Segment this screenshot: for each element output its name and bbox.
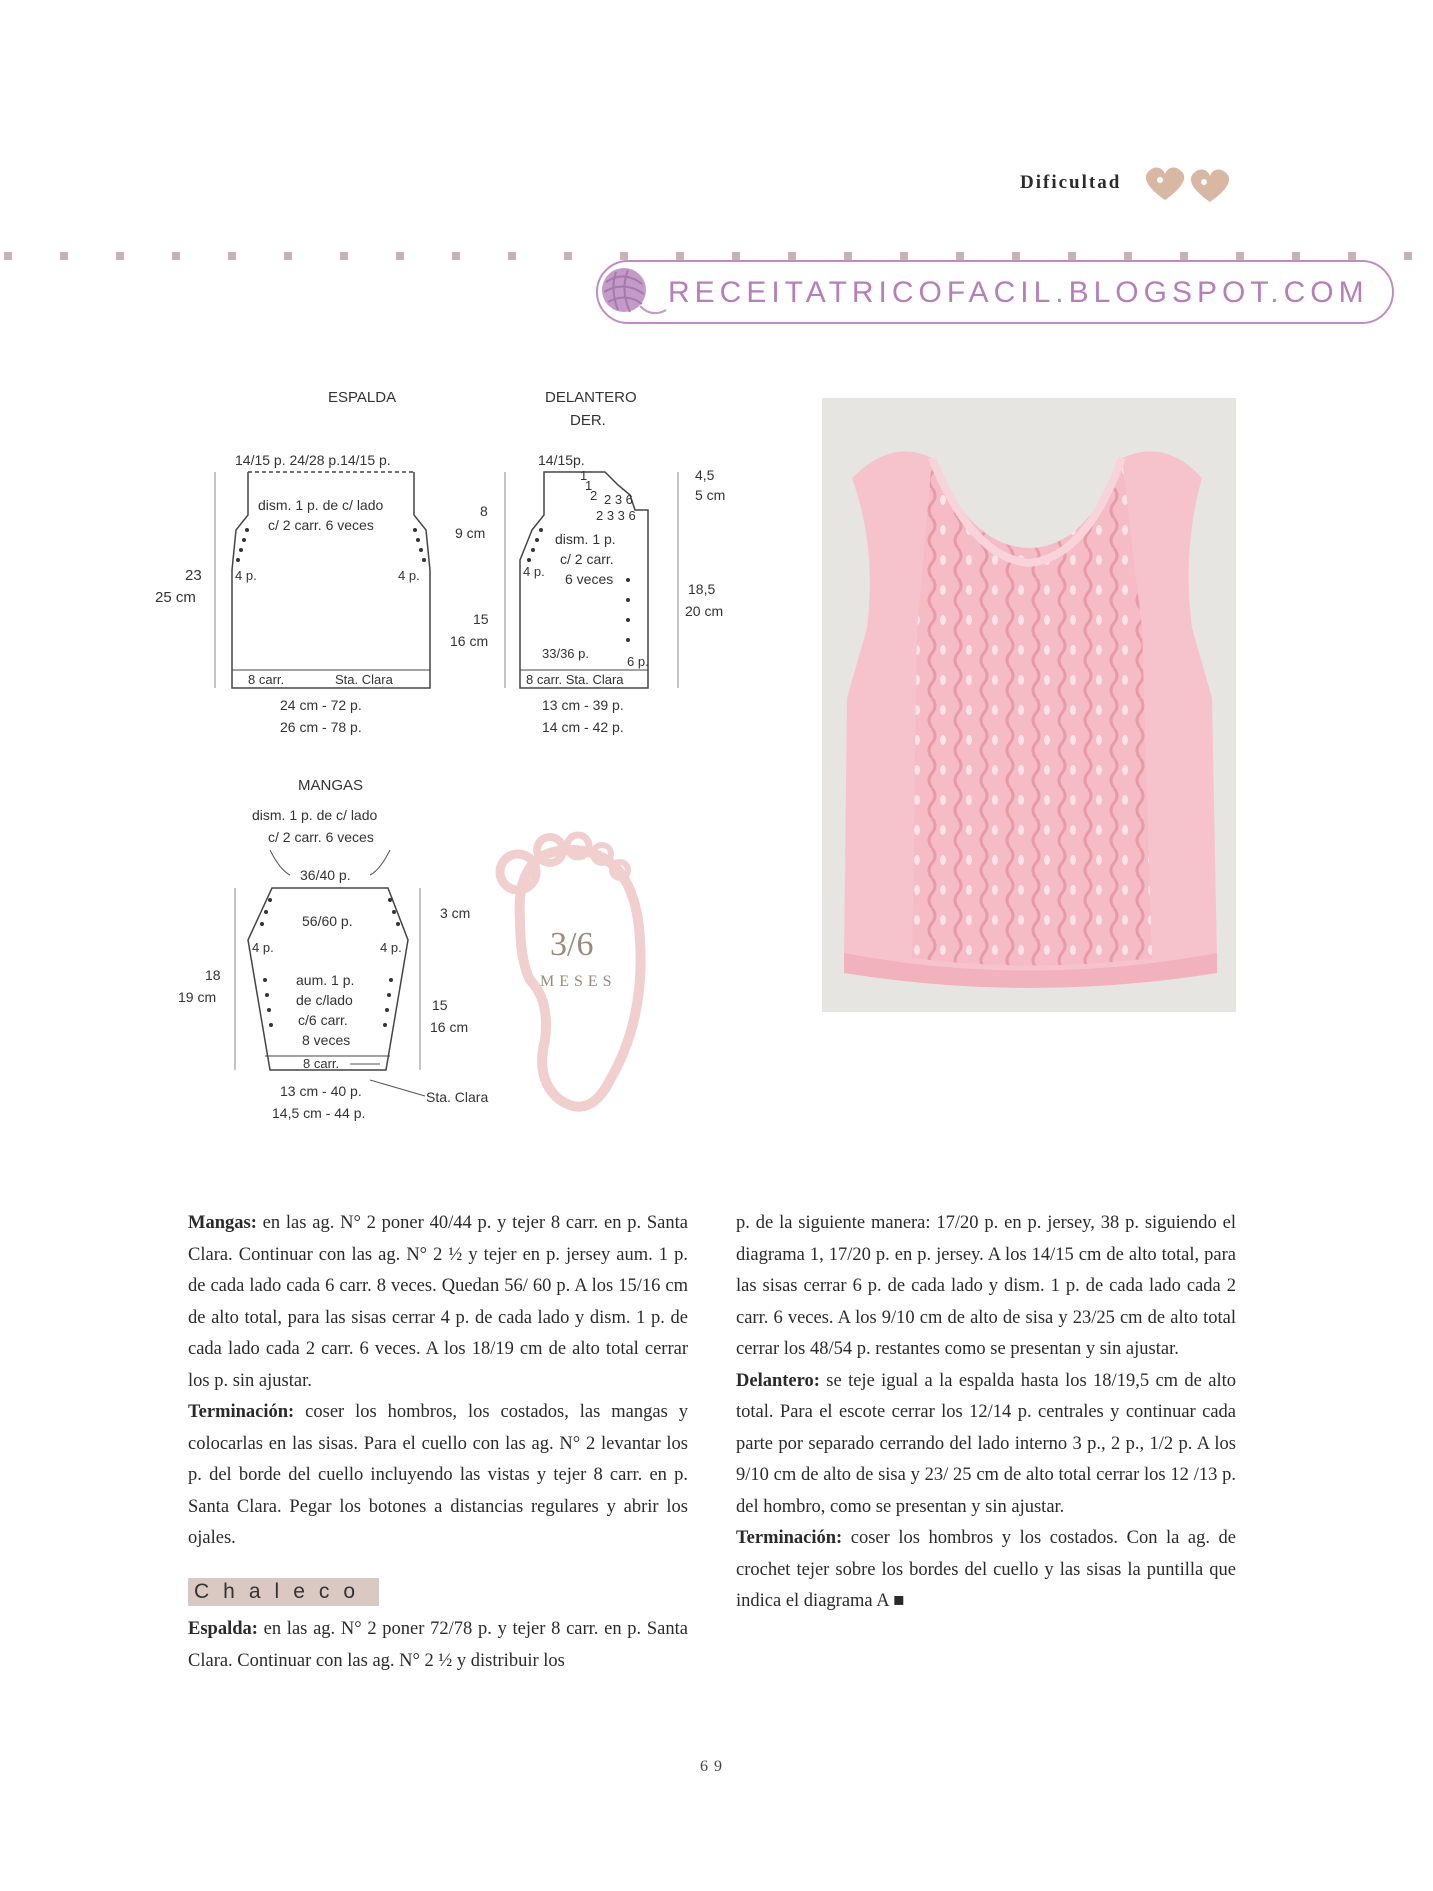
mangas-border: 8 carr.	[303, 1056, 340, 1071]
mangas-inc-1: aum. 1 p.	[296, 972, 355, 988]
mangas-mid: 56/60 p.	[302, 913, 353, 929]
size-badge	[500, 835, 641, 1107]
espalda-border-right: Sta. Clara	[335, 672, 393, 687]
delantero-note-3: 6 veces	[565, 571, 614, 587]
delantero-right-h1: 18,5	[688, 581, 716, 597]
difficulty-label: Dificultad	[1020, 172, 1122, 193]
delantero-side-pts: 6 p.	[627, 654, 649, 669]
espalda-title: ESPALDA	[328, 389, 397, 406]
yarn-ball-icon	[596, 262, 668, 322]
espalda-note-2: c/ 2 carr. 6 veces	[268, 517, 374, 533]
pattern-diagrams	[140, 380, 820, 1140]
espalda-instructions: en las ag. N° 2 poner 72/78 p. y tejer 8 carr. en p. Santa Clara. Continuar con las ag. N° 2 ½ y distribuir los	[188, 1619, 688, 1671]
terminacion-instructions: coser los hombros, los costados, las mangas y colocarlas en las sisas. Para el cuello con las ag. N° 2 levantar los p. del borde del cuello incluyendo las vistas y tejer 8 carr. en p. Santa Clara. Pegar los botones a distancias regulares y abrir los ojales.	[188, 1402, 688, 1548]
delantero-width-1: 13 cm - 39 p.	[542, 697, 624, 713]
delantero-pts-bottom: 33/36 p.	[542, 646, 589, 661]
mangas-heading: Mangas:	[188, 1213, 257, 1233]
espalda-top-label: 14/15 p. 24/28 p.14/15 p.	[235, 452, 391, 468]
delantero-neck-5: 2 3 3 6	[596, 508, 636, 523]
difficulty-hearts-icon	[1140, 160, 1240, 208]
delantero-right-h2: 20 cm	[685, 603, 724, 619]
mangas-inc-3: c/6 carr.	[298, 1012, 348, 1028]
delantero-neck-3: 2	[590, 488, 598, 503]
mangas-note-1: dism. 1 p. de c/ lado	[252, 807, 378, 823]
terminacion-heading-2: Terminación:	[736, 1528, 843, 1548]
mangas-diagram	[178, 777, 488, 1121]
espalda-right-pts: 4 p.	[398, 568, 420, 583]
mangas-border-stitch: Sta. Clara	[426, 1089, 489, 1105]
mangas-height-1: 18	[205, 967, 221, 983]
delantero-top-h1: 4,5	[695, 467, 715, 483]
espalda-note-1: dism. 1 p. de c/ lado	[258, 497, 384, 513]
terminacion-instructions-2: coser los hombros y los costados. Con la ag. de crochet tejer sobre los bordes del cuello y las sisas la puntilla que indica el diagrama A ■	[736, 1528, 1236, 1611]
espalda-heading: Espalda:	[188, 1619, 258, 1639]
instructions-left-column	[188, 1208, 688, 1555]
mangas-cap-h: 3 cm	[440, 905, 471, 921]
mangas-left-pts: 4 p.	[252, 940, 274, 955]
section-title-chaleco: Chaleco	[188, 1578, 379, 1606]
delantero-neck-1: 1	[580, 468, 588, 483]
espalda-width-2: 26 cm - 78 p.	[280, 719, 362, 735]
blog-url[interactable]: RECEITATRICOFACIL.BLOGSPOT.COM	[668, 276, 1369, 309]
delantero-width-2: 14 cm - 42 p.	[542, 719, 624, 735]
mangas-top: 36/40 p.	[300, 867, 351, 883]
delantero-title-1: DELANTERO	[545, 389, 637, 406]
delantero-note-2: c/ 2 carr.	[560, 551, 614, 567]
mangas-note-2: c/ 2 carr. 6 veces	[268, 829, 374, 845]
delantero-neck-4: 2 3 6	[604, 492, 633, 507]
delantero-diagram	[450, 389, 725, 735]
mangas-body-h1: 15	[432, 997, 448, 1013]
delantero-border: 8 carr. Sta. Clara	[526, 672, 624, 687]
mangas-body-h2: 16 cm	[430, 1019, 469, 1035]
delantero-instructions: se teje igual a la espalda hasta los 18/19,5 cm de alto total. Para el escote cerrar los 12/14 p. centrales y continuar cada parte por separado cerrando del lado interno 3 p., 2 p., 1/2 p. A los 9/10 cm de alto de sisa y 23/ 25 cm de alto total cerrar los 12 /13 p. del hombro, como se presentan y sin ajustar.	[736, 1370, 1236, 1517]
espalda-border-left: 8 carr.	[248, 672, 285, 687]
mangas-inc-2: de c/lado	[296, 992, 353, 1008]
espalda-height-2: 25 cm	[155, 589, 196, 606]
size-badge-unit: MESES	[540, 973, 617, 990]
mangas-width-1: 13 cm - 40 p.	[280, 1083, 362, 1099]
delantero-title-2: DER.	[570, 412, 606, 429]
instructions-left-column-2	[188, 1614, 688, 1677]
espalda-left-pts: 4 p.	[235, 568, 257, 583]
page-number: 69	[700, 1758, 728, 1775]
mangas-height-2: 19 cm	[178, 989, 217, 1005]
mangas-instructions: en las ag. N° 2 poner 40/44 p. y tejer 8 carr. en p. Santa Clara. Continuar con las ag. N° 2 ½ y tejer en p. jersey aum. 1 p. de cada lado cada 6 carr. 8 veces. Quedan 56/ 60 p. A los 15/16 cm de alto total, para las sisas cerrar 4 p. de cada lado y dism. 1 p. de cada lado cada 2 carr. 6 veces. A los 18/19 cm de alto total cerrar los p. sin ajustar.	[188, 1213, 688, 1391]
delantero-low-h1: 15	[473, 611, 489, 627]
mangas-width-2: 14,5 cm - 44 p.	[272, 1105, 366, 1121]
delantero-left-h1: 8	[480, 503, 488, 519]
espalda-width-1: 24 cm - 72 p.	[280, 697, 362, 713]
mangas-title: MANGAS	[298, 777, 364, 794]
espalda-instructions-cont: p. de la siguiente manera: 17/20 p. en p. jersey, 38 p. siguiendo el diagrama 1, 17/20 p. en p. jersey. A los 14/15 cm de alto total, para las sisas cerrar 6 p. de cada lado y dism. 1 p. de cada lado cada 2 carr. 6 veces. A los 9/10 cm de alto de sisa y 23/25 cm de alto total cerrar los 48/54 p. restantes como se presentan y sin ajustar.	[736, 1213, 1236, 1359]
delantero-low-h2: 16 cm	[450, 633, 489, 649]
vest-photo	[822, 398, 1236, 1012]
mangas-inc-4: 8 veces	[302, 1032, 351, 1048]
instructions-right-column	[736, 1208, 1236, 1618]
size-badge-number: 3/6	[550, 926, 594, 963]
mangas-right-pts: 4 p.	[380, 940, 402, 955]
delantero-top: 14/15p.	[538, 452, 585, 468]
delantero-neck-2: 1	[585, 478, 593, 493]
delantero-note-1: dism. 1 p.	[555, 531, 616, 547]
espalda-diagram	[155, 389, 430, 735]
terminacion-heading: Terminación:	[188, 1402, 295, 1422]
delantero-heading: Delantero:	[736, 1370, 820, 1391]
delantero-left-pts: 4 p.	[523, 564, 545, 579]
espalda-height-1: 23	[185, 567, 202, 584]
delantero-top-h2: 5 cm	[695, 487, 726, 503]
delantero-left-h2: 9 cm	[455, 525, 486, 541]
